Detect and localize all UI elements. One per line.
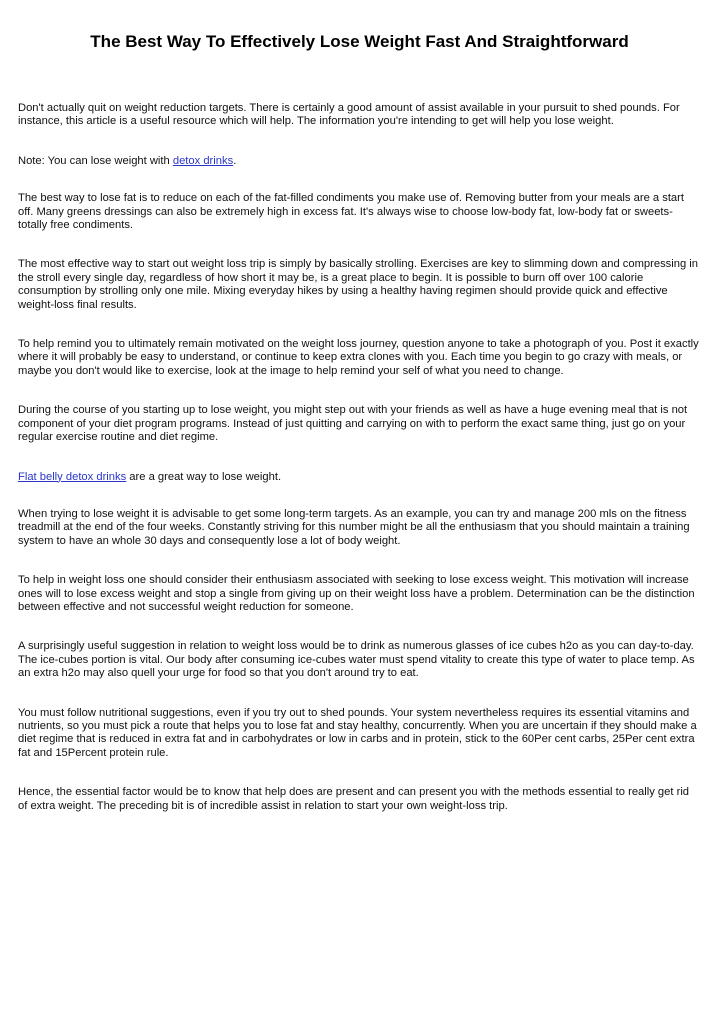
paragraph-2-text: Note: You can lose weight with <box>18 154 173 167</box>
page-title: The Best Way To Effectively Lose Weight Fast And Straightforward <box>90 32 629 51</box>
paragraph-5: To help remind you to ultimately remain motivated on the weight loss journey, question anyone to take a photograph of you. Post it exactly where it will probably be easy to understand, or continue to keep extra clones with you. Each time you begin to go crazy with meals, or maybe you don't would like to exercise, look at the image to help remind your self of what you need to change. <box>18 338 699 377</box>
paragraph-6: During the course of you starting up to lose weight, you might step out with your friends as well as have a huge evening meal that is not component of your diet program programs. Instead of just quitting and carrying on with to perform the exact same thing, just go on your regular exercise routine and diet regime. <box>18 404 688 444</box>
paragraph-7-text: are a great way to lose weight. <box>126 470 282 483</box>
paragraph-7 <box>18 471 701 484</box>
paragraph-4: The most effective way to start out weight loss trip is simply by basically strolling. Exercises are key to slimming down and compressing in the stroll every single day, regardless of how short it may be, is a great place to begin. It is possible to burn off over 100 calorie consumption by strolling only one mile. Mixing everyday hikes by using a healthy having regimen should provide quick and effective weight-loss final results. <box>18 258 699 311</box>
paragraph-3: The best way to lose fat is to reduce on each of the fat-filled condiments you make use of. Removing butter from your meals are a start off. Many greens dressings can also be extremely high in excess fat. It's always wise to choose low-body fat, low-body fat or sweets-totally free condiments. <box>18 192 684 232</box>
detox-drinks-link[interactable]: detox drinks <box>172 154 234 167</box>
paragraph-2-tail: . <box>233 154 237 167</box>
paragraph-10: A surprisingly useful suggestion in relation to weight loss would be to drink as numerous glasses of ice cubes h2o as you can day-to-day. The ice-cubes portion is vital. Our body after consuming ice-cubes water must spend vitality to create this type of water to place temp. As an extra h2o may also quell your urge for food so that you don't around try to eat. <box>18 640 695 680</box>
paragraph-1: Don't actually quit on weight reduction targets. There is certainly a good amount of assist available in your pursuit to shed pounds. For instance, this article is a useful resource which will help. The information you're intending to get will help you lose weight. <box>18 102 680 128</box>
article-body <box>18 102 701 813</box>
paragraph-9: To help in weight loss one should consider their enthusiasm associated with seeking to lose excess weight. This motivation will increase ones will to lose excess weight and stop a single from giving up on their weight loss have a problem. Determination can be the distinction between effective and not successful weight reduction for someone. <box>18 574 695 613</box>
flat-belly-detox-drinks-link[interactable]: Flat belly detox drinks <box>18 470 127 483</box>
paragraph-2 <box>18 155 701 168</box>
paragraph-11: You must follow nutritional suggestions, even if you try out to shed pounds. Your system nevertheless requires its essential vitamins and nutrients, so you must pick a route that helps you to lose fat and stay healthy, concurrently. When you are uncertain if they should make a diet regime that is reduced in extra fat and in carbohydrates or low in carbs and in protein, stick to the 60Per cent carbs, 25Per cent extra fat and 15Percent protein rule. <box>18 706 697 759</box>
paragraph-12: Hence, the essential factor would be to know that help does are present and can present you with the methods essential to really get rid of extra weight. The preceding bit is of incredible assist in relation to start your own weight-loss trip. <box>18 786 690 812</box>
paragraph-8: When trying to lose weight it is advisable to get some long-term targets. As an example, you can try and manage 200 mls on the fitness treadmill at the end of the four weeks. Constantly striving for this number might be all the enthusiasm that you should maintain a training system to have an whole 30 days and consequently lose a lot of body weight. <box>18 507 690 547</box>
